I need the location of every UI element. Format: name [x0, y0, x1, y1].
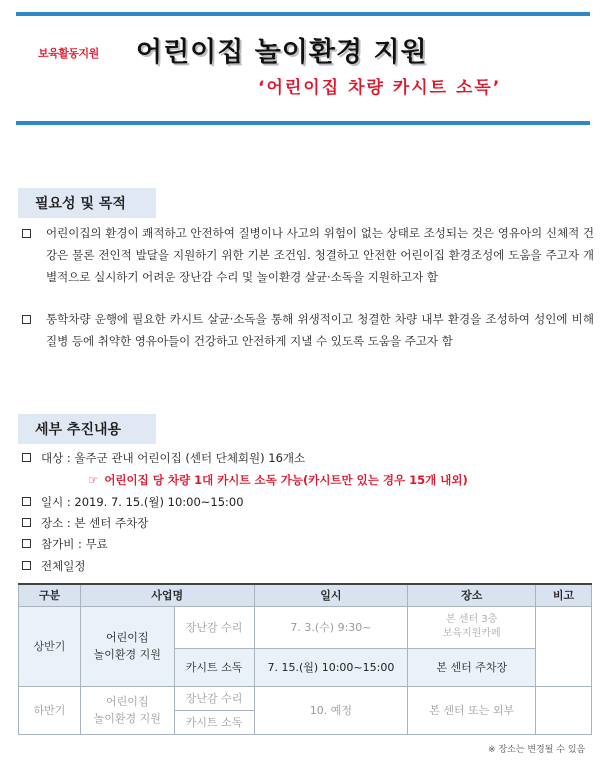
section-heading-purpose: 필요성 및 목적	[18, 188, 156, 218]
note-second-half	[536, 686, 592, 734]
checkbox-bullet-icon	[22, 453, 31, 462]
table-row	[19, 606, 592, 648]
pointing-hand-icon: ☞	[88, 473, 99, 487]
detail-schedule-label: 전체일정	[22, 556, 85, 576]
detail-highlight: ☞ 어린이집 당 차량 1대 카시트 소독 가능(카시트만 있는 경우 15개 내외)	[88, 473, 468, 487]
date-second-half: 10. 예정	[254, 686, 408, 734]
checkbox-bullet-icon	[22, 539, 31, 548]
table-header-row	[19, 584, 592, 606]
schedule-table	[18, 583, 592, 735]
period-second-half: 하반기	[19, 686, 81, 734]
program-first-half: 어린이집 놀이환경 지원	[80, 606, 174, 686]
top-rule	[16, 12, 590, 16]
item-car-seat: 카시트 소독	[174, 648, 254, 686]
checkbox-bullet-icon	[22, 497, 31, 506]
checkbox-bullet-icon	[22, 308, 36, 330]
footnote: ※ 장소는 변경될 수 있음	[488, 745, 586, 755]
page-title: 어린이집 놀이환경 지원	[136, 37, 428, 68]
header-period: 구분	[19, 584, 81, 606]
item-toy-repair: 장난감 수리	[174, 606, 254, 648]
section-heading-details: 세부 추진내용	[18, 414, 156, 444]
checkbox-bullet-icon	[22, 561, 31, 570]
place-second-half: 본 센터 또는 외부	[408, 686, 536, 734]
detail-fee: 참가비 : 무료	[22, 534, 108, 554]
bottom-rule	[16, 121, 590, 125]
purpose-paragraph-2: 통학차량 운행에 필요한 카시트 살균·소독을 통해 위생적이고 청결한 차량 내부 환경을 조성하여 성인에 비해 질병 등에 취약한 영유아들이 건강하고 안전하게 지낼 수 있도록 도움을 주고자 함	[22, 308, 594, 352]
header-program: 사업명	[80, 584, 254, 606]
item-toy-repair-2: 장난감 수리	[174, 686, 254, 710]
category-label: 보육활동지원	[38, 47, 99, 60]
page-subtitle: ‘어린이집 차량 카시트 소독’	[258, 78, 502, 98]
header-date: 일시	[254, 584, 408, 606]
date-toy-repair: 7. 3.(수) 9:30~	[254, 606, 408, 648]
header-note: 비고	[536, 584, 592, 606]
detail-date: 일시 : 2019. 7. 15.(월) 10:00~15:00	[22, 492, 244, 512]
checkbox-bullet-icon	[22, 518, 31, 527]
detail-target: 대상 : 울주군 관내 어린이집 (센터 단체회원) 16개소	[22, 448, 305, 468]
date-car-seat: 7. 15.(월) 10:00~15:00	[254, 648, 408, 686]
header-place: 장소	[408, 584, 536, 606]
checkbox-bullet-icon	[22, 222, 36, 244]
detail-place: 장소 : 본 센터 주차장	[22, 513, 148, 533]
program-second-half: 어린이집 놀이환경 지원	[80, 686, 174, 734]
purpose-paragraph-1: 어린이집의 환경이 쾌적하고 안전하여 질병이나 사고의 위험이 없는 상태로 조성되는 것은 영유아의 신체적 건강은 물론 전인적 발달을 지원하기 위한 기본 조건임. 청결하고 안전한 어린이집 환경조성에 도움을 주고자 개별적으로 실시하기 어려운 장난감 수리 및 놀이환경 살균·소독을 지원하고자 함	[22, 222, 594, 288]
period-first-half: 상반기	[19, 606, 81, 686]
place-toy-repair: 본 센터 3층 보육지원카페	[408, 606, 536, 648]
item-car-seat-2: 카시트 소독	[174, 710, 254, 734]
note-first-half	[536, 606, 592, 686]
place-car-seat: 본 센터 주차장	[408, 648, 536, 686]
table-row	[19, 686, 592, 710]
